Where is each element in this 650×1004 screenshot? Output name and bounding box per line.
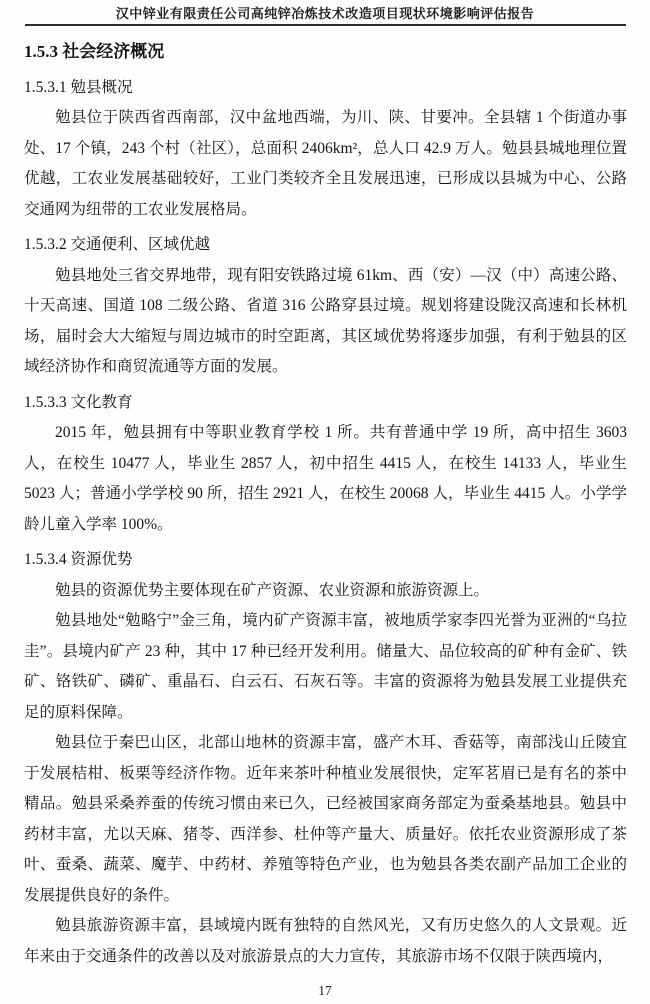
subsection-heading: 1.5.3.4 资源优势 bbox=[24, 551, 133, 568]
paragraph: 勉县的资源优势主要体现在矿产资源、农业资源和旅游资源上。 bbox=[55, 581, 490, 599]
paragraph: 勉县旅游资源丰富，县域境内既有独特的自然风光，又有历史悠久的人文景观。近年来由于交通条件的改善以及对旅游景点的大力宣传，其旅游市场不仅限于陕西境内， bbox=[24, 917, 627, 965]
page-number: 17 bbox=[318, 983, 332, 998]
document-body bbox=[24, 30, 627, 972]
section-heading: 1.5.3 社会经济概况 bbox=[24, 42, 165, 61]
paragraph: 勉县位于秦巴山区，北部山地林的资源丰富，盛产木耳、香菇等，南部浅山丘陵宜于发展桔柑、板栗等经济作物。近年来茶叶种植业发展很快，定军茗眉已是有名的茶中精品。勉县采桑养蚕的传统习惯由来已久，已经被国家商务部定为蚕桑基地县。勉县中药材丰富，尤以天麻、猪苓、西洋参、杜仲等产量大、质量好。依托农业资源形成了茶叶、蚕桑、蔬菜、魔芋、中药材、养殖等特色产业，也为勉县各类农副产品加工企业的发展提供良好的条件。 bbox=[24, 734, 627, 904]
paragraph: 2015 年，勉县拥有中等职业教育学校 1 所。共有普通中学 19 所，高中招生 3603 人，在校生 10477 人，毕业生 2857 人，初中招生 4415 人，在校生 14133 人，毕业生 5023 人；普通小学学校 90 所，招生 2921 人，在校生 20068 人，毕业生 4415 人。小学学龄儿童入学率 100%。 bbox=[24, 424, 627, 533]
subsection-heading: 1.5.3.1 勉县概况 bbox=[24, 78, 133, 96]
paragraph: 勉县地处“勉略宁”金三角，境内矿产资源丰富，被地质学家李四光誉为亚洲的“乌拉圭”。县境内矿产 23 种，其中 17 种已经开发利用。储量大、品位较高的矿种有金矿、铁矿、铬铁矿、磷矿、重晶石、白云石、石灰石等。丰富的资源将为勉县发展工业提供充足的原料保障。 bbox=[24, 612, 627, 721]
paragraph: 勉县位于陕西省西南部，汉中盆地西端，为川、陕、甘要冲。全县辖 1 个街道办事处、17 个镇，243 个村（社区），总面积 2406km²，总人口 42.9 万人。勉县县城地理位置优越，工农业发展基础较好，工业门类较齐全且发展迅速，已形成以县城为中心、公路交通网为纽带的工农业发展格局。 bbox=[24, 109, 627, 218]
subsection-heading: 1.5.3.2 交通便利、区域优越 bbox=[24, 236, 211, 253]
document-header bbox=[0, 0, 650, 26]
report-header-title: 汉中锌业有限责任公司高纯锌冶炼技术改造项目现状环境影响评估报告 bbox=[115, 6, 535, 21]
subsection-heading: 1.5.3.3 文化教育 bbox=[24, 393, 133, 411]
header-rule bbox=[25, 24, 626, 26]
paragraph: 勉县地处三省交界地带，现有阳安铁路过境 61km、西（安）—汉（中）高速公路、十天高速、国道 108 二级公路、省道 316 公路穿县过境。规划将建设陇汉高速和长林机场，届时会大大缩短与周边城市的时空距离，其区域优势将逐步加强，有利于勉县的区域经济协作和商贸流通等方面的发展。 bbox=[24, 266, 627, 375]
